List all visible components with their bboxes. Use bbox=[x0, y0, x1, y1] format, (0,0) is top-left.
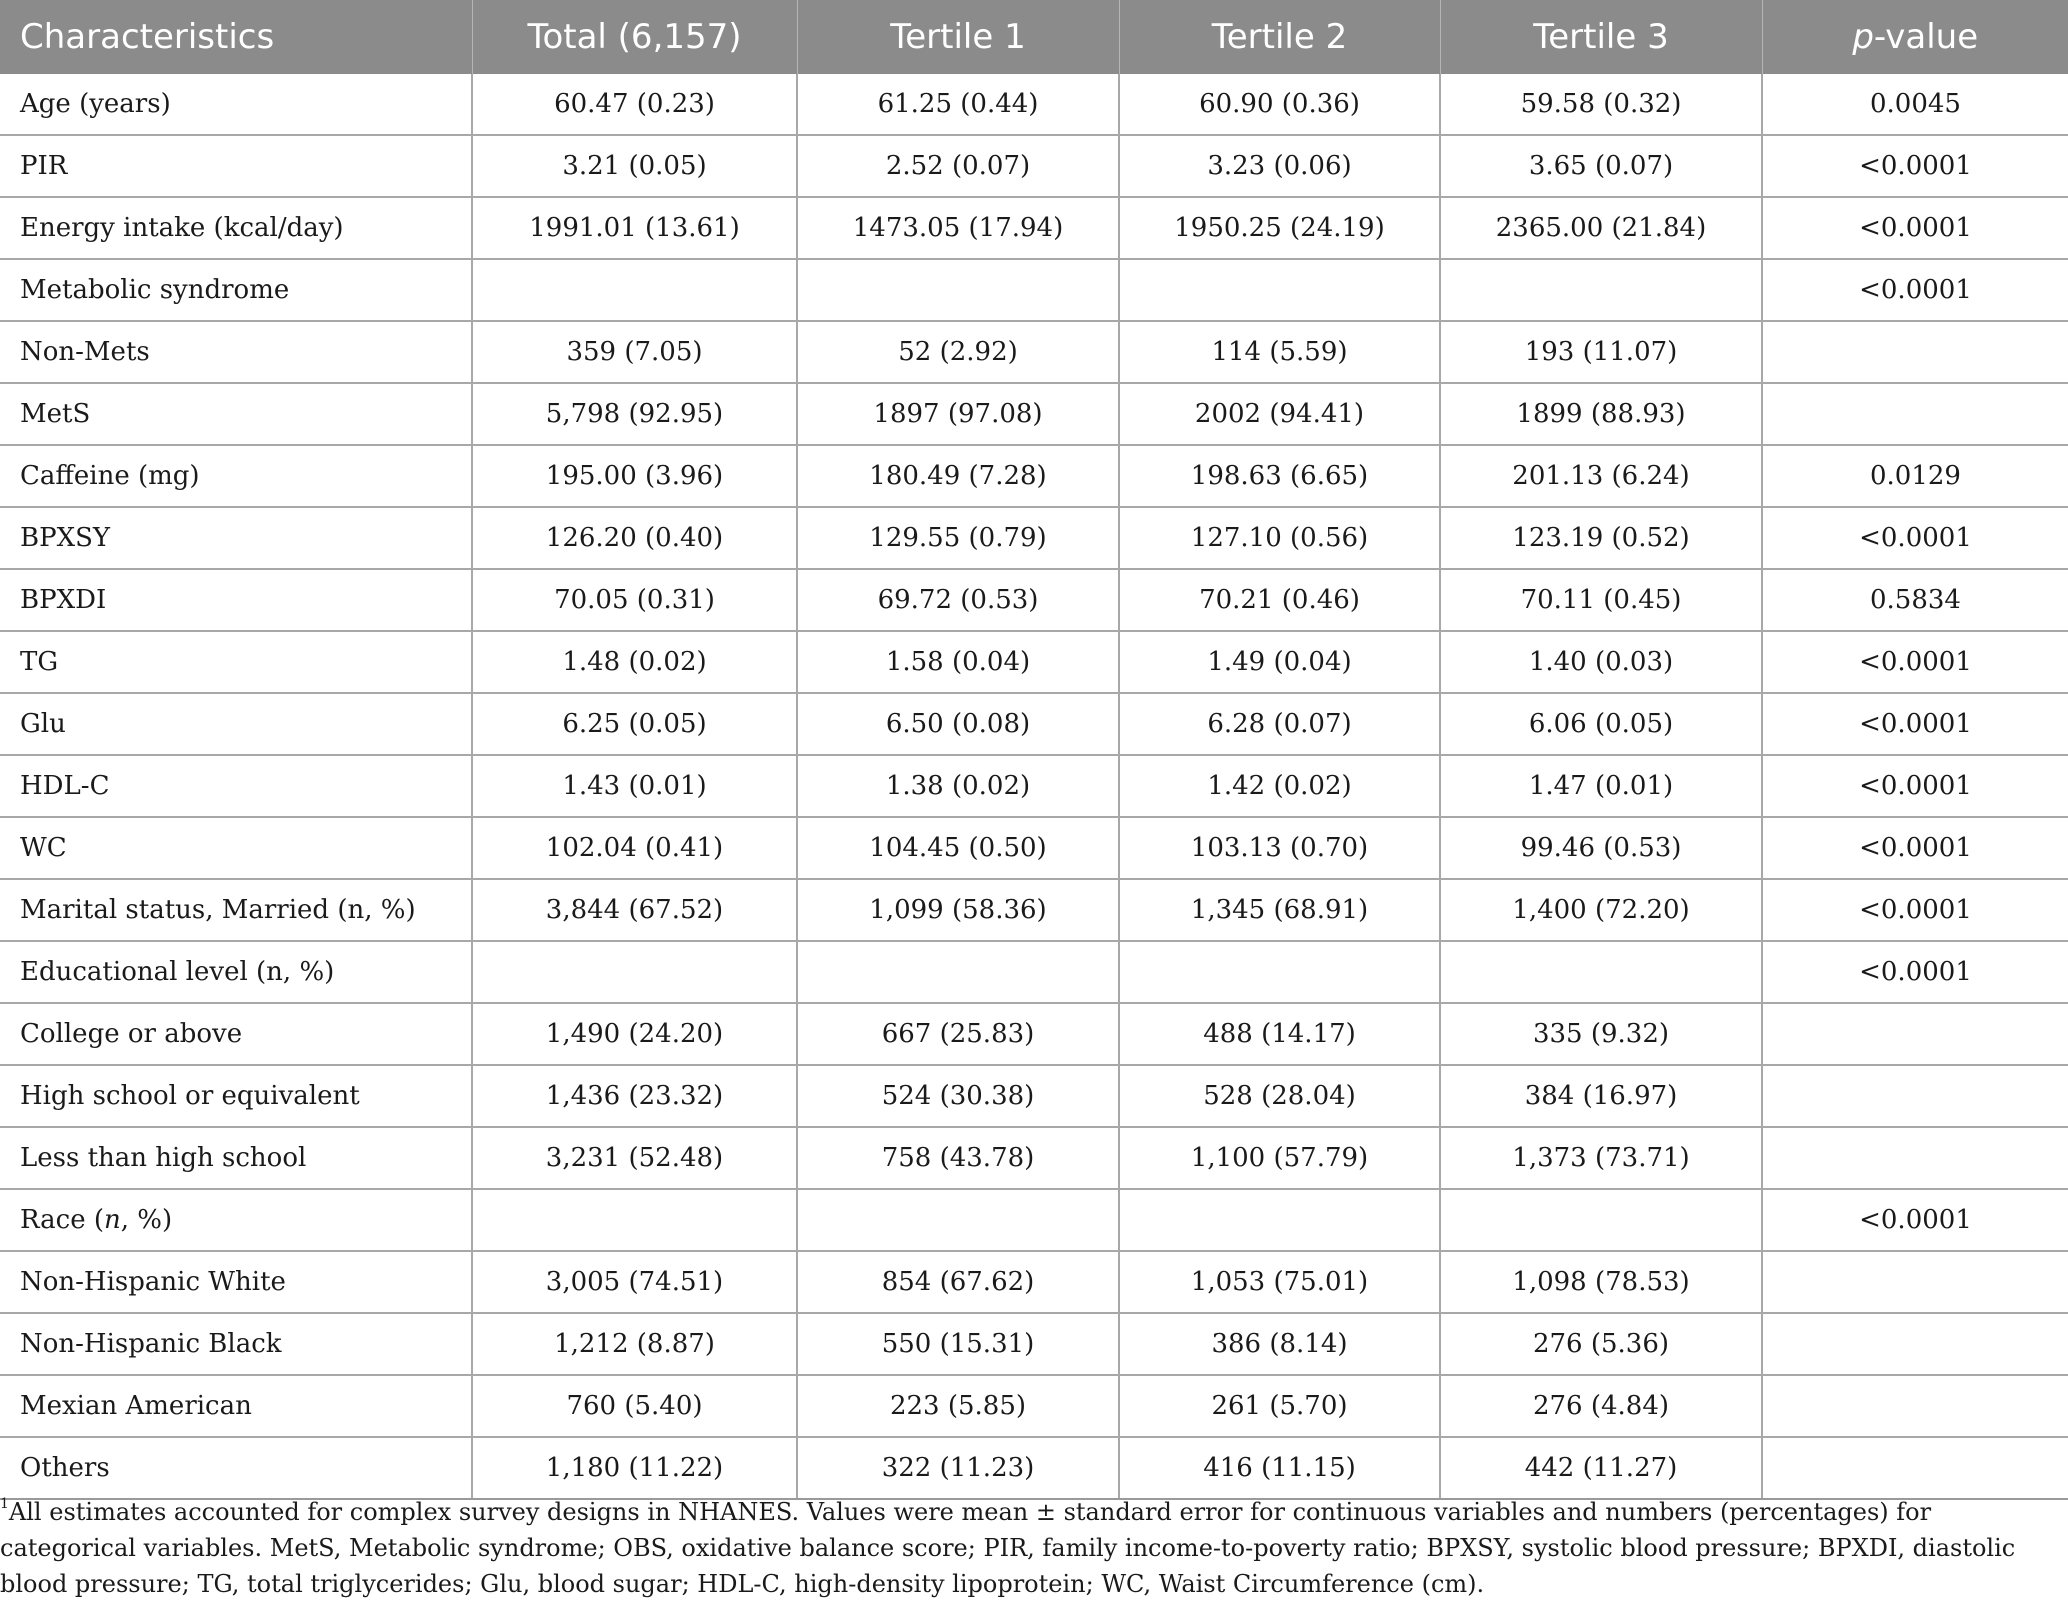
header-row bbox=[0, 0, 2068, 74]
header-tertile-3: Tertile 3 bbox=[1440, 0, 1762, 74]
characteristic-cell: Others bbox=[0, 1437, 472, 1499]
p-value-cell: <0.0001 bbox=[1762, 755, 2068, 817]
characteristic-cell: TG bbox=[0, 631, 472, 693]
tertile-3-cell: 1.40 (0.03) bbox=[1440, 631, 1762, 693]
tertile-1-cell: 180.49 (7.28) bbox=[797, 445, 1119, 507]
p-value-cell: <0.0001 bbox=[1762, 1189, 2068, 1251]
characteristic-cell: College or above bbox=[0, 1003, 472, 1065]
table-row bbox=[0, 693, 2068, 755]
p-value-cell bbox=[1762, 383, 2068, 445]
tertile-3-cell bbox=[1440, 259, 1762, 321]
total-cell: 3,844 (67.52) bbox=[472, 879, 797, 941]
tertile-2-cell: 488 (14.17) bbox=[1119, 1003, 1440, 1065]
total-cell bbox=[472, 941, 797, 1003]
characteristic-cell: Marital status, Married (n, %) bbox=[0, 879, 472, 941]
tertile-3-cell bbox=[1440, 941, 1762, 1003]
tertile-1-cell: 1.58 (0.04) bbox=[797, 631, 1119, 693]
table-row bbox=[0, 259, 2068, 321]
table-row bbox=[0, 445, 2068, 507]
tertile-2-cell: 198.63 (6.65) bbox=[1119, 445, 1440, 507]
tertile-2-cell: 60.90 (0.36) bbox=[1119, 74, 1440, 135]
p-value-cell: <0.0001 bbox=[1762, 507, 2068, 569]
table-row bbox=[0, 879, 2068, 941]
characteristic-cell: Glu bbox=[0, 693, 472, 755]
p-value-cell: <0.0001 bbox=[1762, 941, 2068, 1003]
total-cell: 359 (7.05) bbox=[472, 321, 797, 383]
table-row bbox=[0, 569, 2068, 631]
table-footnote bbox=[0, 1494, 2040, 1602]
tertile-2-cell: 114 (5.59) bbox=[1119, 321, 1440, 383]
header-p-value bbox=[1762, 0, 2068, 74]
p-value-cell: <0.0001 bbox=[1762, 817, 2068, 879]
tertile-3-cell: 193 (11.07) bbox=[1440, 321, 1762, 383]
tertile-3-cell bbox=[1440, 1189, 1762, 1251]
total-cell: 195.00 (3.96) bbox=[472, 445, 797, 507]
tertile-1-cell: 223 (5.85) bbox=[797, 1375, 1119, 1437]
tertile-3-cell: 99.46 (0.53) bbox=[1440, 817, 1762, 879]
table-body bbox=[0, 74, 2068, 1499]
footnote-text: All estimates accounted for complex survey designs in NHANES. Values were mean ± standard error for continuous variables and numbers (percentages) for categorical variables. MetS, Metabolic syndrome; OBS, oxidative balance score; PIR, family income-to-poverty ratio; BPXSY, systolic blood pressure; BPXDI, diastolic blood pressure; TG, total triglycerides; Glu, blood sugar; HDL-C, high-density lipoprotein; WC, Waist Circumference (cm). bbox=[0, 1498, 2016, 1598]
tertile-2-cell: 1.49 (0.04) bbox=[1119, 631, 1440, 693]
tertile-2-cell: 1950.25 (24.19) bbox=[1119, 197, 1440, 259]
table-row bbox=[0, 197, 2068, 259]
table-row bbox=[0, 1065, 2068, 1127]
table-row bbox=[0, 1313, 2068, 1375]
characteristic-cell: High school or equivalent bbox=[0, 1065, 472, 1127]
tertile-2-cell: 70.21 (0.46) bbox=[1119, 569, 1440, 631]
table-row bbox=[0, 321, 2068, 383]
characteristic-cell: Caffeine (mg) bbox=[0, 445, 472, 507]
header-tertile-2: Tertile 2 bbox=[1119, 0, 1440, 74]
tertile-2-cell bbox=[1119, 941, 1440, 1003]
p-value-cell bbox=[1762, 1127, 2068, 1189]
tertile-2-cell: 261 (5.70) bbox=[1119, 1375, 1440, 1437]
p-value-cell: 0.0045 bbox=[1762, 74, 2068, 135]
tertile-1-cell: 129.55 (0.79) bbox=[797, 507, 1119, 569]
tertile-3-cell: 1.47 (0.01) bbox=[1440, 755, 1762, 817]
characteristic-cell: Non-Hispanic Black bbox=[0, 1313, 472, 1375]
total-cell: 1,212 (8.87) bbox=[472, 1313, 797, 1375]
tertile-1-cell: 1,099 (58.36) bbox=[797, 879, 1119, 941]
tertile-1-cell: 1.38 (0.02) bbox=[797, 755, 1119, 817]
total-cell: 6.25 (0.05) bbox=[472, 693, 797, 755]
tertile-2-cell: 386 (8.14) bbox=[1119, 1313, 1440, 1375]
characteristic-cell: Non-Mets bbox=[0, 321, 472, 383]
table-header bbox=[0, 0, 2068, 74]
tertile-1-cell bbox=[797, 259, 1119, 321]
tertile-3-cell: 59.58 (0.32) bbox=[1440, 74, 1762, 135]
footnote-marker: 1 bbox=[0, 1496, 9, 1512]
header-tertile-1: Tertile 1 bbox=[797, 0, 1119, 74]
tertile-2-cell: 1,345 (68.91) bbox=[1119, 879, 1440, 941]
p-value-cell: <0.0001 bbox=[1762, 135, 2068, 197]
tertile-1-cell: 1473.05 (17.94) bbox=[797, 197, 1119, 259]
tertile-2-cell: 6.28 (0.07) bbox=[1119, 693, 1440, 755]
p-value-cell: <0.0001 bbox=[1762, 631, 2068, 693]
tertile-2-cell: 103.13 (0.70) bbox=[1119, 817, 1440, 879]
characteristic-cell: WC bbox=[0, 817, 472, 879]
tertile-3-cell: 1,373 (73.71) bbox=[1440, 1127, 1762, 1189]
header-characteristics: Characteristics bbox=[0, 0, 472, 74]
p-value-cell bbox=[1762, 1437, 2068, 1499]
tertile-1-cell: 69.72 (0.53) bbox=[797, 569, 1119, 631]
table-row bbox=[0, 1251, 2068, 1313]
total-cell: 3,005 (74.51) bbox=[472, 1251, 797, 1313]
tertile-3-cell: 201.13 (6.24) bbox=[1440, 445, 1762, 507]
total-cell: 126.20 (0.40) bbox=[472, 507, 797, 569]
characteristic-cell: HDL-C bbox=[0, 755, 472, 817]
header-p-suffix: -value bbox=[1873, 17, 1979, 57]
p-value-cell bbox=[1762, 1251, 2068, 1313]
table-row bbox=[0, 631, 2068, 693]
table-row bbox=[0, 1127, 2068, 1189]
total-cell: 1.48 (0.02) bbox=[472, 631, 797, 693]
characteristic-cell: Age (years) bbox=[0, 74, 472, 135]
characteristic-cell: Educational level (n, %) bbox=[0, 941, 472, 1003]
total-cell: 1,490 (24.20) bbox=[472, 1003, 797, 1065]
characteristic-cell: BPXSY bbox=[0, 507, 472, 569]
total-cell: 3,231 (52.48) bbox=[472, 1127, 797, 1189]
table-row bbox=[0, 135, 2068, 197]
table-row bbox=[0, 1437, 2068, 1499]
tertile-3-cell: 1899 (88.93) bbox=[1440, 383, 1762, 445]
tertile-3-cell: 384 (16.97) bbox=[1440, 1065, 1762, 1127]
tertile-2-cell bbox=[1119, 1189, 1440, 1251]
total-cell: 1991.01 (13.61) bbox=[472, 197, 797, 259]
tertile-2-cell: 2002 (94.41) bbox=[1119, 383, 1440, 445]
table-row bbox=[0, 1189, 2068, 1251]
p-value-cell bbox=[1762, 1065, 2068, 1127]
total-cell: 70.05 (0.31) bbox=[472, 569, 797, 631]
p-value-cell: 0.0129 bbox=[1762, 445, 2068, 507]
table-row bbox=[0, 1375, 2068, 1437]
p-value-cell: <0.0001 bbox=[1762, 259, 2068, 321]
table-row bbox=[0, 941, 2068, 1003]
characteristic-cell: Less than high school bbox=[0, 1127, 472, 1189]
tertile-2-cell bbox=[1119, 259, 1440, 321]
p-value-cell: 0.5834 bbox=[1762, 569, 2068, 631]
table-row bbox=[0, 74, 2068, 135]
tertile-2-cell: 528 (28.04) bbox=[1119, 1065, 1440, 1127]
table-row bbox=[0, 817, 2068, 879]
total-cell: 1,436 (23.32) bbox=[472, 1065, 797, 1127]
p-value-cell: <0.0001 bbox=[1762, 693, 2068, 755]
total-cell: 760 (5.40) bbox=[472, 1375, 797, 1437]
characteristic-cell: Energy intake (kcal/day) bbox=[0, 197, 472, 259]
total-cell: 5,798 (92.95) bbox=[472, 383, 797, 445]
characteristic-cell: BPXDI bbox=[0, 569, 472, 631]
characteristic-cell: Metabolic syndrome bbox=[0, 259, 472, 321]
tertile-3-cell: 6.06 (0.05) bbox=[1440, 693, 1762, 755]
tertile-1-cell bbox=[797, 941, 1119, 1003]
tertile-3-cell: 123.19 (0.52) bbox=[1440, 507, 1762, 569]
total-cell: 1,180 (11.22) bbox=[472, 1437, 797, 1499]
p-value-cell bbox=[1762, 321, 2068, 383]
tertile-1-cell: 550 (15.31) bbox=[797, 1313, 1119, 1375]
tertile-2-cell: 1,053 (75.01) bbox=[1119, 1251, 1440, 1313]
p-value-cell: <0.0001 bbox=[1762, 879, 2068, 941]
tertile-1-cell: 61.25 (0.44) bbox=[797, 74, 1119, 135]
tertile-1-cell: 104.45 (0.50) bbox=[797, 817, 1119, 879]
table-row bbox=[0, 383, 2068, 445]
tertile-3-cell: 2365.00 (21.84) bbox=[1440, 197, 1762, 259]
tertile-3-cell: 276 (5.36) bbox=[1440, 1313, 1762, 1375]
tertile-1-cell: 1897 (97.08) bbox=[797, 383, 1119, 445]
header-p-italic: p bbox=[1852, 17, 1874, 57]
p-value-cell: <0.0001 bbox=[1762, 197, 2068, 259]
tertile-1-cell: 6.50 (0.08) bbox=[797, 693, 1119, 755]
tertile-1-cell: 758 (43.78) bbox=[797, 1127, 1119, 1189]
total-cell: 1.43 (0.01) bbox=[472, 755, 797, 817]
p-value-cell bbox=[1762, 1313, 2068, 1375]
tertile-3-cell: 276 (4.84) bbox=[1440, 1375, 1762, 1437]
characteristic-cell: MetS bbox=[0, 383, 472, 445]
characteristic-cell: Race (n, %) bbox=[0, 1189, 472, 1251]
tertile-2-cell: 127.10 (0.56) bbox=[1119, 507, 1440, 569]
tertile-2-cell: 1.42 (0.02) bbox=[1119, 755, 1440, 817]
tertile-1-cell bbox=[797, 1189, 1119, 1251]
table-row bbox=[0, 507, 2068, 569]
p-value-cell bbox=[1762, 1375, 2068, 1437]
tertile-1-cell: 322 (11.23) bbox=[797, 1437, 1119, 1499]
tertile-3-cell: 1,400 (72.20) bbox=[1440, 879, 1762, 941]
tertile-1-cell: 667 (25.83) bbox=[797, 1003, 1119, 1065]
tertile-3-cell: 442 (11.27) bbox=[1440, 1437, 1762, 1499]
tertile-3-cell: 335 (9.32) bbox=[1440, 1003, 1762, 1065]
total-cell: 102.04 (0.41) bbox=[472, 817, 797, 879]
tertile-2-cell: 1,100 (57.79) bbox=[1119, 1127, 1440, 1189]
tertile-3-cell: 1,098 (78.53) bbox=[1440, 1251, 1762, 1313]
header-total: Total (6,157) bbox=[472, 0, 797, 74]
tertile-1-cell: 52 (2.92) bbox=[797, 321, 1119, 383]
table-row bbox=[0, 755, 2068, 817]
characteristic-cell: Non-Hispanic White bbox=[0, 1251, 472, 1313]
tertile-1-cell: 854 (67.62) bbox=[797, 1251, 1119, 1313]
table-row bbox=[0, 1003, 2068, 1065]
characteristic-cell: PIR bbox=[0, 135, 472, 197]
tertile-2-cell: 3.23 (0.06) bbox=[1119, 135, 1440, 197]
characteristic-cell: Mexian American bbox=[0, 1375, 472, 1437]
italic-n: n bbox=[104, 1205, 121, 1235]
tertile-1-cell: 524 (30.38) bbox=[797, 1065, 1119, 1127]
p-value-cell bbox=[1762, 1003, 2068, 1065]
tertile-1-cell: 2.52 (0.07) bbox=[797, 135, 1119, 197]
total-cell: 60.47 (0.23) bbox=[472, 74, 797, 135]
total-cell: 3.21 (0.05) bbox=[472, 135, 797, 197]
tertile-2-cell: 416 (11.15) bbox=[1119, 1437, 1440, 1499]
tertile-3-cell: 70.11 (0.45) bbox=[1440, 569, 1762, 631]
total-cell bbox=[472, 1189, 797, 1251]
tertile-3-cell: 3.65 (0.07) bbox=[1440, 135, 1762, 197]
total-cell bbox=[472, 259, 797, 321]
